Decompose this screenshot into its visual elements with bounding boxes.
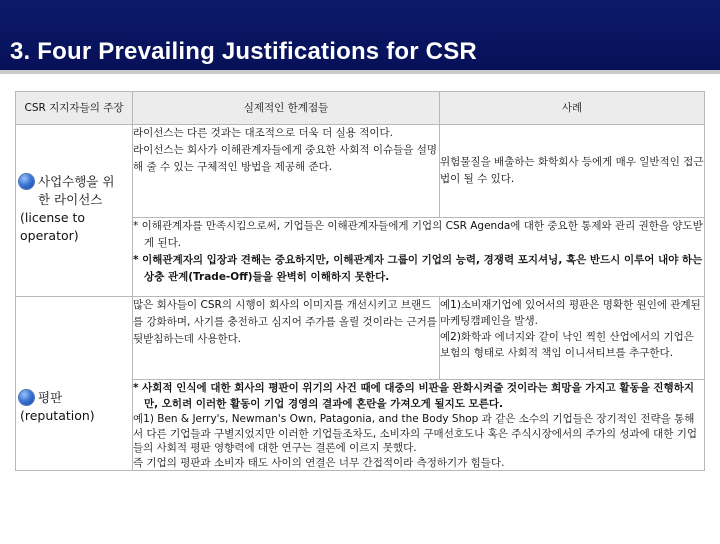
- license-notes: [133, 218, 705, 297]
- reputation-label: 평판: [38, 390, 63, 405]
- title-underline: [0, 70, 720, 74]
- justifications-table: [15, 91, 705, 471]
- reputation-example-2: 예2)화학과 에너지와 같이 낙인 찍힌 산업에서의 기업은 보험의 형태로 사회적 책임 이니셔티브를 추구한다.: [440, 331, 694, 359]
- reputation-example-1: 예1)소비재기업에 있어서의 평판은 명확한 원인에 관계된 마케팅캠페인을 발생.: [440, 299, 701, 327]
- license-note-1: * 이해관계자를 만족시킴으로써, 기업들은 이해관계자들에게 기업의 CSR Agenda에 대한 중요한 통제와 관리 권한을 양도받게 된다.: [133, 220, 703, 249]
- reputation-note-3: 즉 기업의 평판과 소비자 태도 사이의 연결은 너무 간접적이라 측정하기가 힘들다.: [133, 456, 505, 469]
- reputation-note-1: * 사회적 인식에 대한 회사의 평판이 위기의 사건 때에 대중의 비판을 완화시켜줄 것이라는 희망을 가지고 활동을 진행하지만, 오히려 이러한 활동이 기업 경영의 결과에 혼란을 가져오게 될지도 모른다.: [133, 382, 694, 410]
- reputation-limitation-1: 많은 회사들이 CSR의 시행이 회사의 이미지를 개선시키고 브랜드를 강화하며, 사기를 충전하고 심지어 주가를 올릴 것이라는 근거를 뒷받침하는데 사용한다.: [133, 299, 437, 345]
- reputation-label-en: (reputation): [20, 408, 95, 423]
- license-limitations: [133, 125, 440, 218]
- header-limitations: 실제적인 한계점들: [133, 92, 440, 125]
- license-limitation-1: 라이선스는 다른 것과는 대조적으로 더욱 더 실용 적이다.: [133, 127, 393, 139]
- license-example: [440, 125, 705, 218]
- blue-bullet-icon: [19, 174, 34, 189]
- slide-title: 3. Four Prevailing Justifications for CSR: [10, 38, 477, 65]
- license-limitation-2: 라이선스는 회사가 이해관계자들에게 중요한 사회적 이슈들을 설명해 줄 수 있는 구체적인 방법을 제공해 준다.: [133, 144, 438, 173]
- slide-title-bar: [0, 0, 720, 74]
- license-label-en: (license to operator): [20, 210, 86, 243]
- reputation-examples: [440, 297, 705, 380]
- reputation-notes: [133, 380, 705, 471]
- header-supporters-claim: CSR 지지자들의 주장: [16, 92, 133, 125]
- license-example-text: 위험물질을 배출하는 화학회사 등에게 매우 일반적인 접근법이 될 수 있다.: [440, 156, 704, 185]
- row-label-license: [16, 125, 133, 297]
- table-header-row: [16, 92, 705, 125]
- header-examples: 사례: [440, 92, 705, 125]
- table-row: [16, 297, 705, 380]
- license-label: 사업수행을 위한 라이선스: [38, 174, 115, 207]
- reputation-limitations: [133, 297, 440, 380]
- blue-bullet-icon: [19, 390, 34, 405]
- reputation-note-2: 예1) Ben & Jerry's, Newman's Own, Patagonia, and the Body Shop 과 같은 소수의 기업들은 장기적인 전략을 통해서 다른 기업들과 구별지었지만 이러한 기업들조차도, 소비자의 구매선호도나 혹은 주식시장에서의 주가의 성과에 대한 기업들의 사회적 평판 영향력에 대한 연구는 결론에 이르지 못했다.: [133, 413, 698, 454]
- license-note-2: * 이해관계자의 입장과 견해는 중요하지만, 이해관계자 그룹이 기업의 능력, 경쟁력 포지셔닝, 혹은 반드시 이루어 내야 하는 상충 관계(Trade-Off)들을 완벽히 이해하지 못한다.: [133, 254, 703, 283]
- row-label-reputation: [16, 297, 133, 471]
- table-row: [16, 125, 705, 218]
